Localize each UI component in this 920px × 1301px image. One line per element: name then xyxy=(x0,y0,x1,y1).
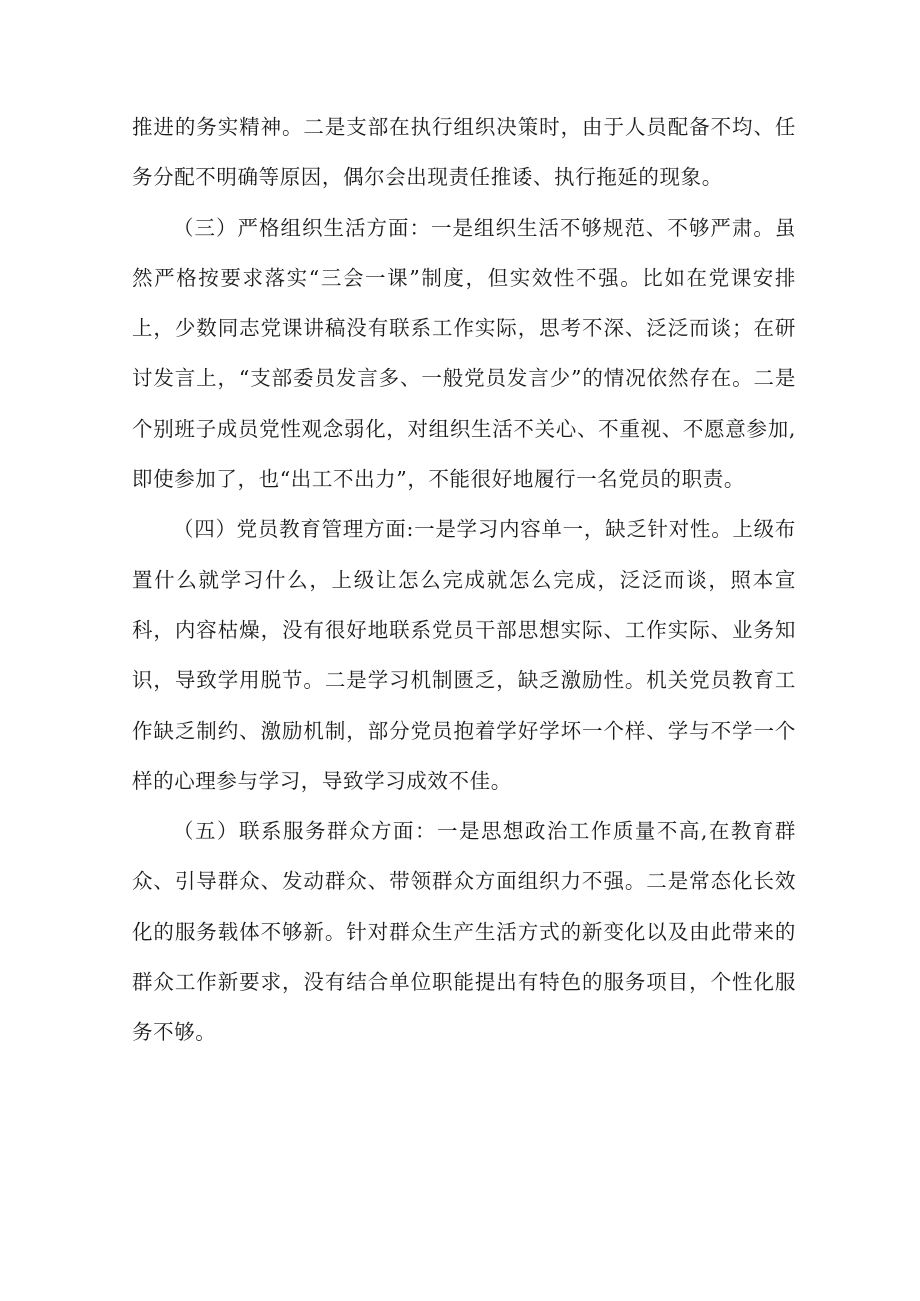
paragraph-serving-masses: （五）联系服务群众方面：一是思想政治工作质量不高,在教育群众、引导群众、发动群众、带领群众方面组织力不强。二是常态化长效化的服务载体不够新。针对群众生产生活方式的新变化以及由此带来的群众工作新要求，没有结合单位职能提出有特色的服务项目，个性化服务不够。 xyxy=(132,819,796,1045)
paragraph-member-education: （四）党员教育管理方面:一是学习内容单一，缺乏针对性。上级布置什么就学习什么，上级让怎么完成就怎么完成，泛泛而谈，照本宣科，内容枯燥，没有很好地联系党员干部思想实际、工作实际、业务知识，导致学用脱节。二是学习机制匮乏，缺乏激励性。机关党员教育工作缺乏制约、激励机制，部分党员抱着学好学坏一个样、学与不学一个样的心理参与学习，导致学习成效不佳。 xyxy=(132,517,796,793)
paragraph-continuation: 推进的务实精神。二是支部在执行组织决策时，由于人员配备不均、任务分配不明确等原因，偶尔会出现责任推诿、执行拖延的现象。 xyxy=(132,115,796,190)
paragraph-organizational-life: （三）严格组织生活方面：一是组织生活不够规范、不够严肃。虽然严格按要求落实“三会一课”制度，但实效性不强。比如在党课安排上，少数同志党课讲稿没有联系工作实际，思考不深、泛泛而谈；在研讨发言上，“支部委员发言多、一般党员发言少”的情况依然存在。二是个别班子成员党性观念弱化，对组织生活不关心、不重视、不愿意参加,即使参加了，也“出工不出力”，不能很好地履行一名党员的职责。 xyxy=(132,215,796,492)
document-body xyxy=(132,102,796,1058)
